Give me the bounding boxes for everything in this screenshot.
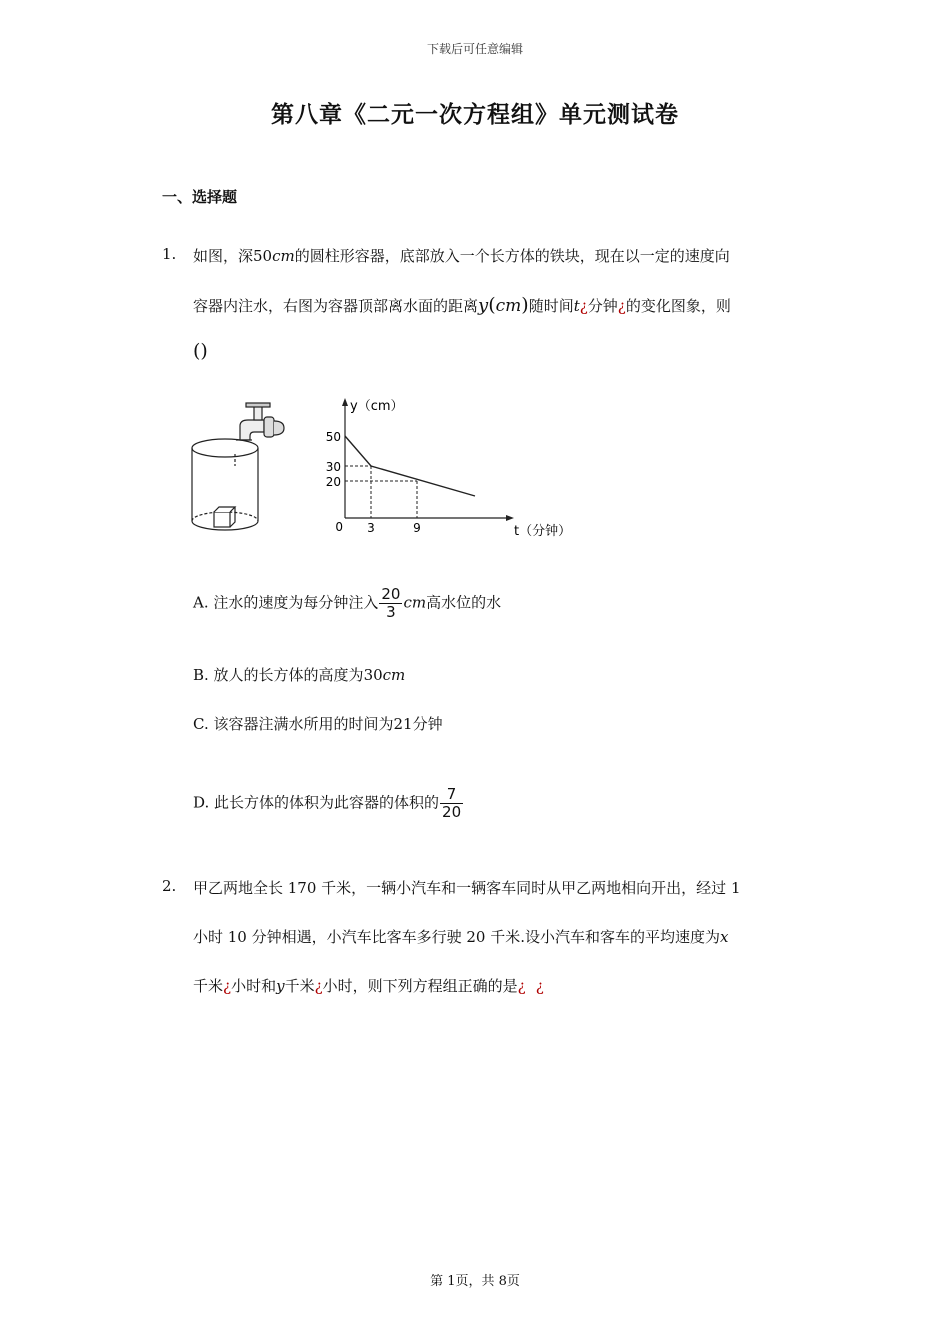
option-a-text: 高水位的水 xyxy=(426,593,502,612)
faucet-icon xyxy=(236,403,284,440)
glyph: ¿ xyxy=(535,977,544,995)
answer-blank: () xyxy=(193,340,208,362)
text: 小时，则下列方程组正确的是 xyxy=(322,977,518,995)
text: 小时和 xyxy=(231,977,277,995)
option-d-text: D. 此长方体的体积为此容器的体积的 xyxy=(193,793,440,812)
text: 的变化图象，则 xyxy=(625,297,731,315)
number: 21 xyxy=(393,715,413,733)
numerator: 7 xyxy=(440,786,463,804)
paren-close: ) xyxy=(521,294,529,316)
page-footer: 第 1页，共 8页 xyxy=(430,1274,520,1289)
variable-y: y xyxy=(276,977,285,995)
fraction xyxy=(379,586,402,621)
option-c xyxy=(193,713,443,734)
glyph: ¿ xyxy=(517,977,526,995)
y-tick-label: 20 xyxy=(325,475,341,489)
variable-x: x xyxy=(720,928,729,946)
text: 千米 xyxy=(193,977,224,995)
water-distance-line xyxy=(345,436,475,496)
x-tick-label: 9 xyxy=(413,521,421,535)
variable-t: t xyxy=(573,297,580,315)
glyph: ¿ xyxy=(223,977,232,995)
text: 分钟 xyxy=(587,297,618,315)
y-tick-label: 30 xyxy=(325,460,341,474)
unit: cm xyxy=(403,593,427,612)
unit: cm xyxy=(495,296,522,316)
option-a xyxy=(193,586,501,621)
glyph: ¿ xyxy=(617,297,626,315)
graph xyxy=(326,398,571,539)
question-1-line-2 xyxy=(193,294,731,316)
text: 的圆柱形容器，底部放入一个长方体的铁块，现在以一定的速度向 xyxy=(294,247,730,265)
question-1-figure xyxy=(188,392,588,552)
question-number: 2. xyxy=(162,877,177,895)
y-axis-arrow-icon xyxy=(342,398,348,406)
document-title: 第八章《二元一次方程组》单元测试卷 xyxy=(271,101,679,128)
denominator: 20 xyxy=(442,803,462,821)
x-axis-arrow-icon xyxy=(506,515,514,521)
text: 如图，深 xyxy=(193,247,254,265)
iron-block-icon xyxy=(214,507,235,527)
x-axis-label: t（分钟） xyxy=(514,524,572,539)
option-b-text: B. 放人的长方体的高度为 xyxy=(193,666,364,684)
text: 随时间 xyxy=(528,297,574,315)
glyph: ¿ xyxy=(579,297,588,315)
y-tick-label: 50 xyxy=(325,430,341,444)
text: 小时 10 分钟相遇，小汽车比客车多行驶 20 千米.设小汽车和客车的平均速度为 xyxy=(193,928,721,946)
number: 50 xyxy=(253,247,273,265)
x-tick-label: 3 xyxy=(367,521,375,535)
unit: cm xyxy=(272,247,295,265)
variable-y: y xyxy=(478,295,489,316)
origin-label: 0 xyxy=(335,520,343,534)
text: 容器内注水，右图为容器顶部离水面的距离 xyxy=(193,297,479,315)
section-heading: 一、选择题 xyxy=(162,188,238,206)
denominator: 3 xyxy=(386,603,396,621)
unit: cm xyxy=(382,666,406,684)
text: 千米 xyxy=(284,977,315,995)
question-1-line-1 xyxy=(193,245,730,266)
option-d xyxy=(193,786,464,821)
fraction xyxy=(440,786,463,821)
numerator: 20 xyxy=(381,585,401,603)
question-2-line-2 xyxy=(193,926,729,947)
option-b xyxy=(193,664,405,685)
option-c-text: C. 该容器注满水所用的时间为 xyxy=(193,715,394,733)
paren-open: ( xyxy=(488,294,496,316)
question-number: 1. xyxy=(162,245,177,263)
option-c-text: 分钟 xyxy=(412,715,443,733)
question-2-line-1: 甲乙两地全长 170 千米，一辆小汽车和一辆客车同时从甲乙两地相向开出，经过 1 xyxy=(193,879,741,897)
number: 30 xyxy=(363,666,383,684)
question-2-line-3 xyxy=(193,975,544,996)
page-header-note: 下载后可任意编辑 xyxy=(426,42,523,56)
option-a-text: A. 注水的速度为每分钟注入 xyxy=(193,593,379,612)
y-axis-label: y（cm） xyxy=(350,399,404,414)
glyph: ¿ xyxy=(314,977,323,995)
